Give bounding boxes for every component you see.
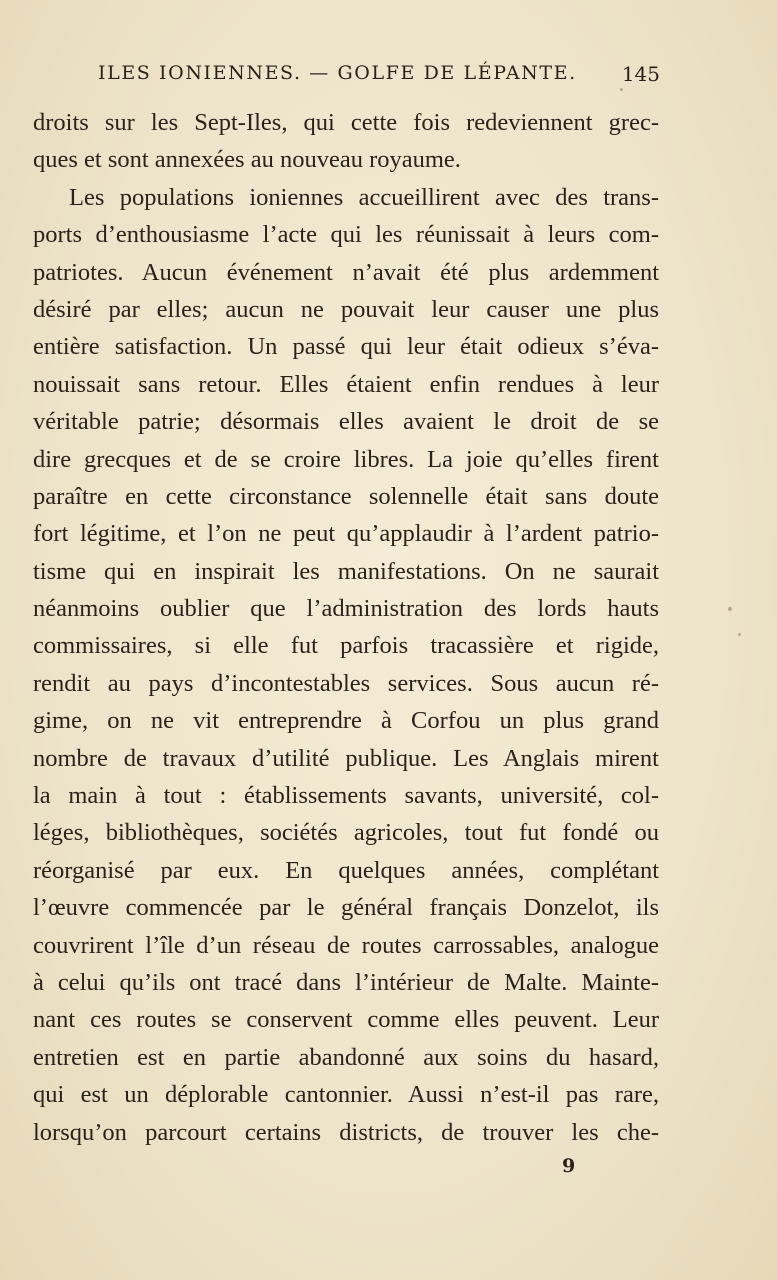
text-line: Les populations ioniennes accueillirent avec des trans- (69, 183, 659, 211)
paper-speck (728, 607, 732, 611)
running-head-title: ILES IONIENNES. — GOLFE DE LÉPANTE. (98, 62, 577, 84)
text-line: droits sur les Sept-Iles, qui cette fois redeviennent grec- (33, 109, 659, 136)
text-line: réorganisé par eux. En quelques années, complétant (33, 856, 659, 884)
text-line: paraître en cette circonstance solennelle était sans doute (33, 482, 659, 510)
text-line: entière satisfaction. Un passé qui leur était odieux s’éva- (33, 333, 659, 361)
text-line: véritable patrie; désormais elles avaient le droit de se (33, 408, 659, 436)
text-line: l’œuvre commencée par le général français Donzelot, ils (33, 894, 659, 922)
signature-mark: 9 (562, 1155, 576, 1177)
page-number: 145 (621, 62, 660, 86)
text-line: néanmoins oublier que l’administration des lords hauts (33, 595, 659, 623)
paper-speck (738, 633, 741, 636)
text-line: gime, on ne vit entreprendre à Corfou un plus grand (33, 707, 659, 735)
text-line: désiré par elles; aucun ne pouvait leur causer une plus (33, 295, 659, 323)
text-line: nombre de travaux d’utilité publique. Les Anglais mirent (33, 744, 659, 772)
text-line: nant ces routes se conservent comme elles peuvent. Leur (33, 1006, 659, 1034)
text-line: commissaires, si elle fut parfois tracassière et rigide, (33, 632, 659, 660)
text-line: à celui qu’ils ont tracé dans l’intérieur de Malte. Mainte- (33, 968, 659, 996)
body-text (33, 104, 659, 1151)
text-line: ques et sont annexées au nouveau royaume. (33, 146, 461, 174)
text-line: tisme qui en inspirait les manifestations. On ne saurait (33, 557, 659, 585)
text-line: ports d’enthousiasme l’acte qui les réunissait à leurs com- (33, 221, 659, 249)
text-line: lorsqu’on parcourt certains districts, de trouver les che- (33, 1118, 659, 1146)
running-head (98, 62, 660, 94)
text-line: qui est un déplorable cantonnier. Aussi n’est-il pas rare, (33, 1081, 659, 1109)
text-line: nouissait sans retour. Elles étaient enfin rendues à leur (33, 370, 659, 398)
text-line: rendit au pays d’incontestables services. Sous aucun ré- (33, 669, 659, 697)
text-line: couvrirent l’île d’un réseau de routes carrossables, analogue (33, 931, 659, 959)
text-line: la main à tout : établissements savants, université, col- (33, 782, 659, 810)
text-line: dire grecques et de se croire libres. La joie qu’elles firent (33, 445, 659, 473)
text-line: léges, bibliothèques, sociétés agricoles, tout fut fondé ou (33, 819, 659, 847)
text-line: fort légitime, et l’on ne peut qu’applaudir à l’ardent patrio- (33, 520, 659, 548)
text-line: entretien est en partie abandonné aux soins du hasard, (33, 1043, 659, 1071)
text-line: patriotes. Aucun événement n’avait été plus ardemment (33, 258, 659, 286)
paper-speck (620, 88, 623, 91)
